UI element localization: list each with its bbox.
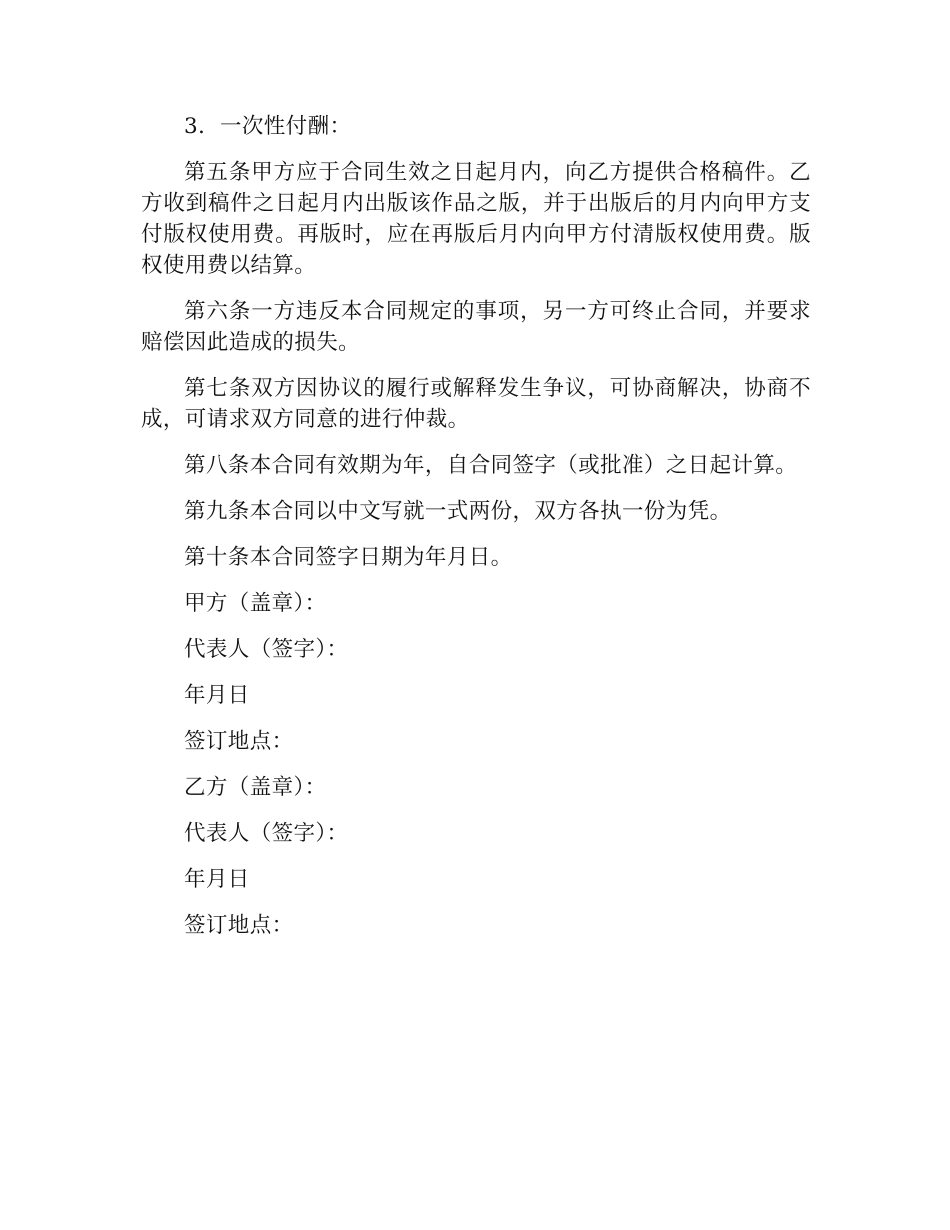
party-a-date: 年月日 <box>184 683 250 708</box>
party-a-representative: 代表人（签字）： <box>184 637 349 662</box>
payment-method-item: 3．一次性付酬： <box>184 114 352 139</box>
party-a-signing-place: 签订地点： <box>184 729 294 754</box>
party-b-representative: 代表人（签字）： <box>184 821 349 846</box>
article-6: 第六条一方违反本合同规定的事项，另一方可终止合同，并要求赔偿因此造成的损失。 <box>141 299 811 355</box>
article-9: 第九条本合同以中文写就一式两份，双方各执一份为凭。 <box>184 499 732 524</box>
party-b-seal: 乙方（盖章）： <box>184 775 327 800</box>
article-10: 第十条本合同签字日期为年月日。 <box>184 545 513 570</box>
document-body <box>141 111 811 956</box>
article-5: 第五条甲方应于合同生效之日起月内，向乙方提供合格稿件。乙方收到稿件之日起月内出版该作品之版，并于出版后的月内向甲方支付版权使用费。再版时，应在再版后月内向甲方付清版权使用费。版权使用费以结算。 <box>141 160 811 278</box>
article-7: 第七条双方因协议的履行或解释发生争议，可协商解决，协商不成，可请求双方同意的进行仲裁。 <box>141 376 811 432</box>
party-a-seal: 甲方（盖章）： <box>184 591 327 616</box>
article-8: 第八条本合同有效期为年，自合同签字（或批准）之日起计算。 <box>184 453 798 478</box>
party-b-date: 年月日 <box>184 867 250 892</box>
party-b-signing-place: 签订地点： <box>184 913 294 938</box>
